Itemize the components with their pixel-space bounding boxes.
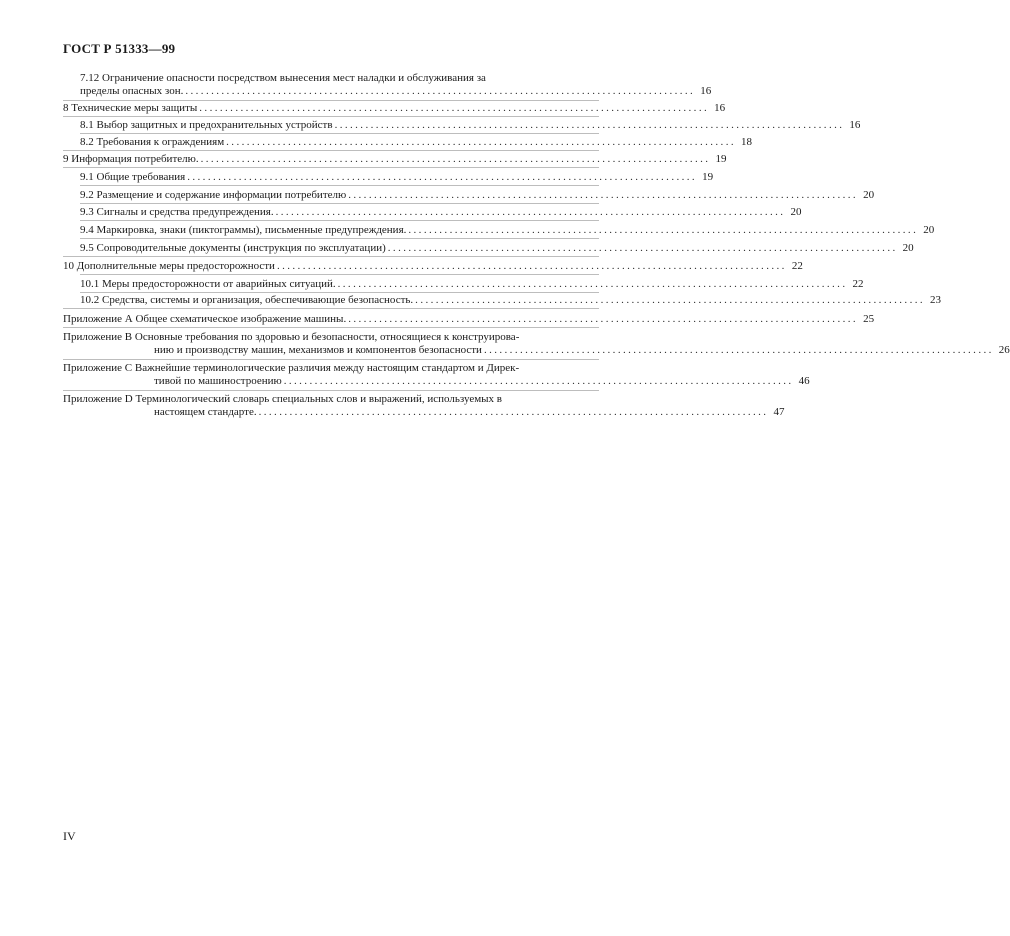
toc-entry-text: 8.2 Требования к ограждениям [80,136,225,148]
dot-leader: ................................................................................................... [387,242,898,254]
dot-leader: ................................................................................................... [483,344,994,356]
toc-page-number: 16 [849,119,861,131]
divider [80,220,599,221]
dot-leader: ................................................................................................... [276,260,787,272]
toc-entry-text: нию и производству машин, механизмов и компонентов безопасности [154,344,482,356]
toc-entry-text: 10 Дополнительные меры предосторожности [63,260,275,272]
dot-leader: ................................................................................................... [348,313,859,325]
toc-entry-text: Приложение D Терминологический словарь специальных слов и выражений, используемых в [63,393,503,405]
dot-leader: ................................................................................................... [283,375,794,387]
dot-leader: ................................................................................................... [334,119,845,131]
divider [63,150,599,151]
toc-entry-text: Приложение С Важнейшие терминологические различия между настоящим стандартом и Дирек- [63,362,520,374]
toc-page-number: 20 [790,206,802,218]
toc-page-number: 46 [798,375,810,387]
divider [63,167,599,168]
dot-leader: ................................................................................................... [275,206,786,218]
toc-entry-text: настоящем стандарте. [154,406,257,418]
toc-page-number: 20 [863,189,875,201]
divider [63,390,599,391]
divider [80,133,599,134]
divider [80,292,599,293]
toc-entry-text: пределы опасных зон. [80,85,184,97]
dot-leader: ................................................................................................... [185,85,696,97]
divider [63,359,599,360]
dot-leader: ................................................................................................... [337,278,848,290]
page-number: IV [63,829,76,843]
toc-entry-text: 9.5 Сопроводительные документы (инструкция по эксплуатации) [80,242,386,254]
dot-leader: ................................................................................................... [348,189,859,201]
toc-entry-text: 10.2 Средства, системы и организация, обеспечивающие безопасность. [80,294,414,306]
toc-entry-text: 9.4 Маркировка, знаки (пиктограммы), письменные предупреждения. [80,224,407,236]
toc-entry-text: тивой по машиностроению [154,375,282,387]
divider [63,256,599,257]
toc-entry-text: 8.1 Выбор защитных и предохранительных устройств [80,119,333,131]
divider [80,274,599,275]
divider [80,238,599,239]
dot-leader: ................................................................................................... [200,153,711,165]
dot-leader: ................................................................................................... [415,294,926,306]
toc-entry-text: 9.2 Размещение и содержание информации потребителю [80,189,347,201]
toc-entry-text: 10.1 Меры предосторожности от аварийных ситуаций. [80,278,336,290]
dot-leader: ................................................................................................... [226,136,737,148]
toc-entry-text: Приложение А Общее схематическое изображение машины. [63,313,347,325]
toc-entry-text: Приложение В Основные требования по здоровью и безопасности, относящиеся к конструирова- [63,331,520,343]
toc-entry-text: 7.12 Ограничение опасности посредством вынесения мест наладки и обслуживания за [80,72,486,84]
toc-entry-text: 8 Технические меры защиты [63,102,198,114]
toc-page-number: 16 [700,85,712,97]
toc-page-number: 22 [852,278,864,290]
toc-page-number: 20 [923,224,935,236]
toc-page-number: 18 [741,136,753,148]
toc-entry-text: 9 Информация потребителю. [63,153,199,165]
divider [63,327,599,328]
toc-page-number: 47 [773,406,785,418]
dot-leader: ................................................................................................... [258,406,769,418]
toc-page-number: 19 [702,171,714,183]
toc-entry-text: 9.3 Сигналы и средства предупреждения. [80,206,274,218]
dot-leader: ................................................................................................... [408,224,919,236]
dot-leader: ................................................................................................... [199,102,710,114]
divider [80,203,599,204]
toc-page-number: 19 [715,153,727,165]
toc-page-number: 16 [714,102,726,114]
dot-leader: ................................................................................................... [187,171,698,183]
toc-page-number: 23 [930,294,942,306]
divider [80,185,599,186]
toc-entry-text: 9.1 Общие требования [80,171,186,183]
divider [63,100,599,101]
toc-page-number: 26 [998,344,1010,356]
toc-page-number: 25 [863,313,875,325]
toc-page-number: 22 [791,260,803,272]
divider [63,308,599,309]
document-header: ГОСТ Р 51333—99 [63,41,176,56]
toc-page-number: 20 [902,242,914,254]
divider [63,116,599,117]
